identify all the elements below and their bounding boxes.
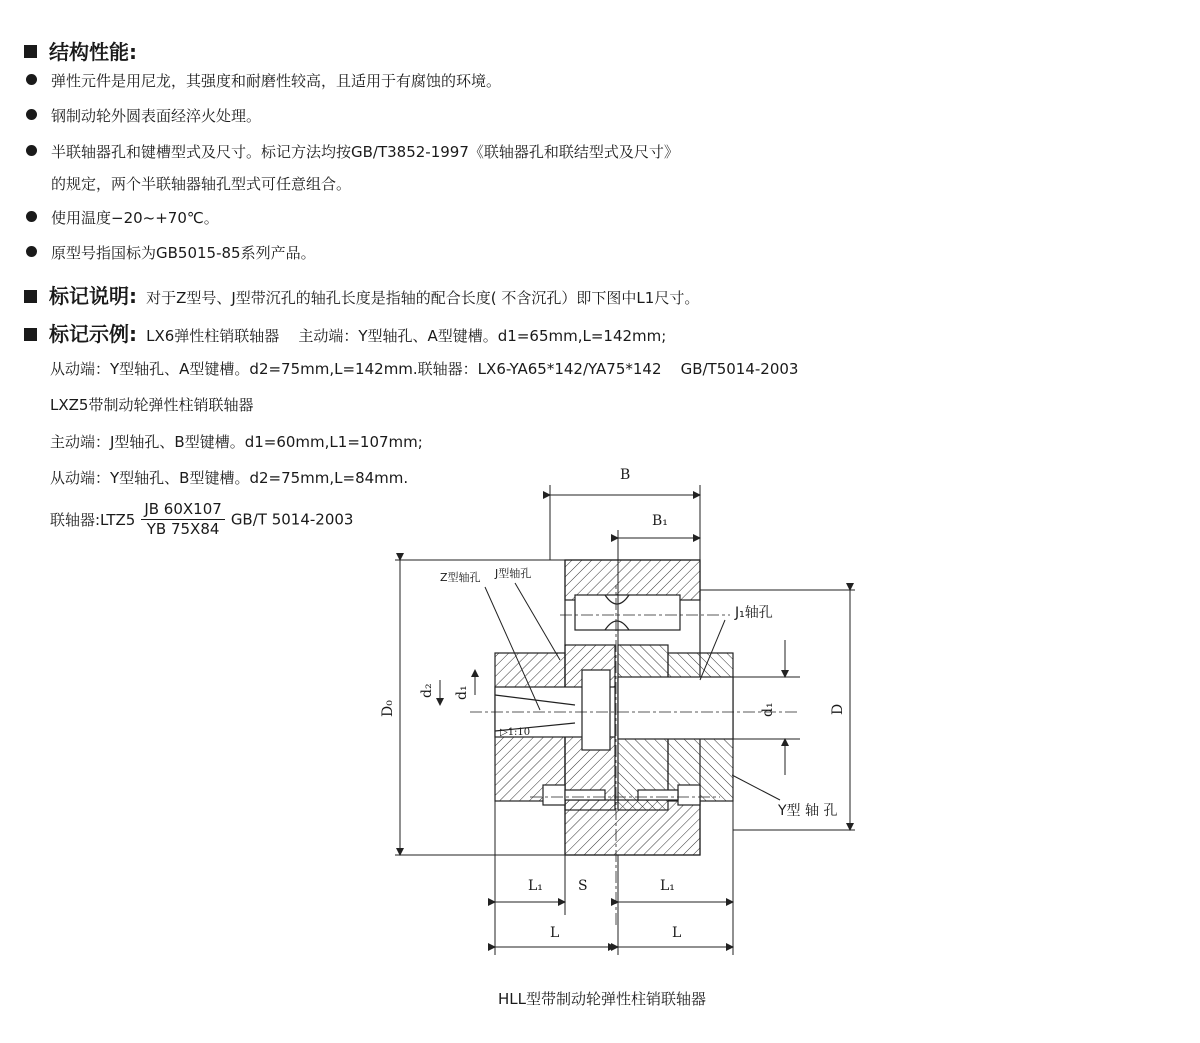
bullet-5 (26, 242, 316, 263)
label-y-hole: Y型 轴 孔 (778, 803, 838, 819)
label-j-hole: J型轴孔 (495, 567, 532, 580)
bullet-5-text: 原型号指国标为GB5015-85系列产品。 (51, 244, 316, 262)
structure-heading-text: 结构性能: (49, 40, 137, 64)
marking-example-heading: 标记示例: (49, 322, 137, 346)
fraction-numerator: JB 60X107 (141, 500, 224, 520)
round-bullet-icon (26, 246, 37, 257)
bullet-2-text: 钢制动轮外圆表面经淬火处理。 (51, 107, 262, 125)
bullet-3 (26, 141, 679, 162)
marking-example-line3: LXZ5带制动轮弹性柱销联轴器 (50, 396, 254, 414)
marking-note (24, 280, 699, 309)
structure-heading (24, 36, 137, 65)
marking-example-line2: 从动端：Y型轴孔、A型键槽。d2=75mm,L=142mm.联轴器：LX6-YA65*142/YA75*142 GB/T5014-2003 (50, 360, 799, 378)
round-bullet-icon (26, 109, 37, 120)
bullet-4-text: 使用温度−20~+70℃。 (51, 209, 219, 227)
dim-label-L1-left: L₁ (528, 878, 543, 894)
square-bullet-icon (24, 290, 37, 303)
dim-label-D0: D₀ (380, 700, 396, 717)
round-bullet-icon (26, 211, 37, 222)
fraction-denominator: YB 75X84 (146, 520, 220, 538)
marking-note-heading: 标记说明: (49, 284, 137, 308)
dim-label-L-left: L (550, 925, 560, 941)
bullet-1-text: 弹性元件是用尼龙，其强度和耐磨性较高，且适用于有腐蚀的环境。 (51, 72, 502, 90)
marking-note-text: 对于Z型号、J型带沉孔的轴孔长度是指轴的配合长度( 不含沉孔）即下图中L1尺寸。 (146, 289, 700, 307)
bullet-2 (26, 105, 261, 126)
center-block (582, 670, 610, 750)
coupling-standard: GB/T 5014-2003 (230, 510, 354, 529)
drawing-caption: HLL型带制动轮弹性柱销联轴器 (498, 990, 706, 1008)
designation-fraction (141, 500, 224, 539)
marking-example-line6 (50, 500, 353, 539)
dim-label-S: S (578, 878, 588, 894)
bullet-3-text: 半联轴器孔和键槽型式及尺寸。标记方法均按GB/T3852-1997《联轴器孔和联结型式及尺寸》 (51, 143, 679, 161)
bolt-left (543, 785, 565, 805)
dim-label-B1: B₁ (652, 513, 668, 529)
marking-example (24, 318, 666, 347)
bullet-1 (26, 70, 501, 91)
label-z-hole: Z型轴孔 (440, 571, 481, 584)
dim-label-B: B (620, 467, 631, 483)
coupling-drawing (360, 455, 880, 975)
bullet-3-continuation: 的规定，两个半联轴器轴孔型式可任意组合。 (51, 175, 352, 193)
round-bullet-icon (26, 145, 37, 156)
taper-label: ▷1:10 (500, 727, 531, 738)
bolt-right (678, 785, 700, 805)
dim-label-L-right: L (672, 925, 682, 941)
square-bullet-icon (24, 45, 37, 58)
label-j1-hole: J₁轴孔 (735, 605, 773, 621)
round-bullet-icon (26, 74, 37, 85)
dim-label-d1-left: d₁ (454, 685, 470, 700)
marking-example-line1: LX6弹性柱销联轴器 主动端：Y型轴孔、A型键槽。d1=65mm,L=142mm; (146, 327, 667, 345)
square-bullet-icon (24, 328, 37, 341)
bullet-4 (26, 207, 219, 228)
dim-label-D: D (830, 703, 846, 715)
brake-drum-upper (565, 560, 700, 600)
elastic-pin-upper (575, 595, 680, 630)
marking-example-line5: 从动端：Y型轴孔、B型键槽。d2=75mm,L=84mm. (50, 469, 409, 487)
dim-label-d2: d₂ (419, 683, 435, 698)
coupling-prefix: 联轴器:LTZ5 (50, 511, 136, 529)
dim-label-d1-right: d₁ (760, 702, 776, 717)
dim-label-L1-right: L₁ (660, 878, 675, 894)
marking-example-line4: 主动端：J型轴孔、B型键槽。d1=60mm,L1=107mm; (50, 433, 423, 451)
right-bore (618, 677, 733, 739)
